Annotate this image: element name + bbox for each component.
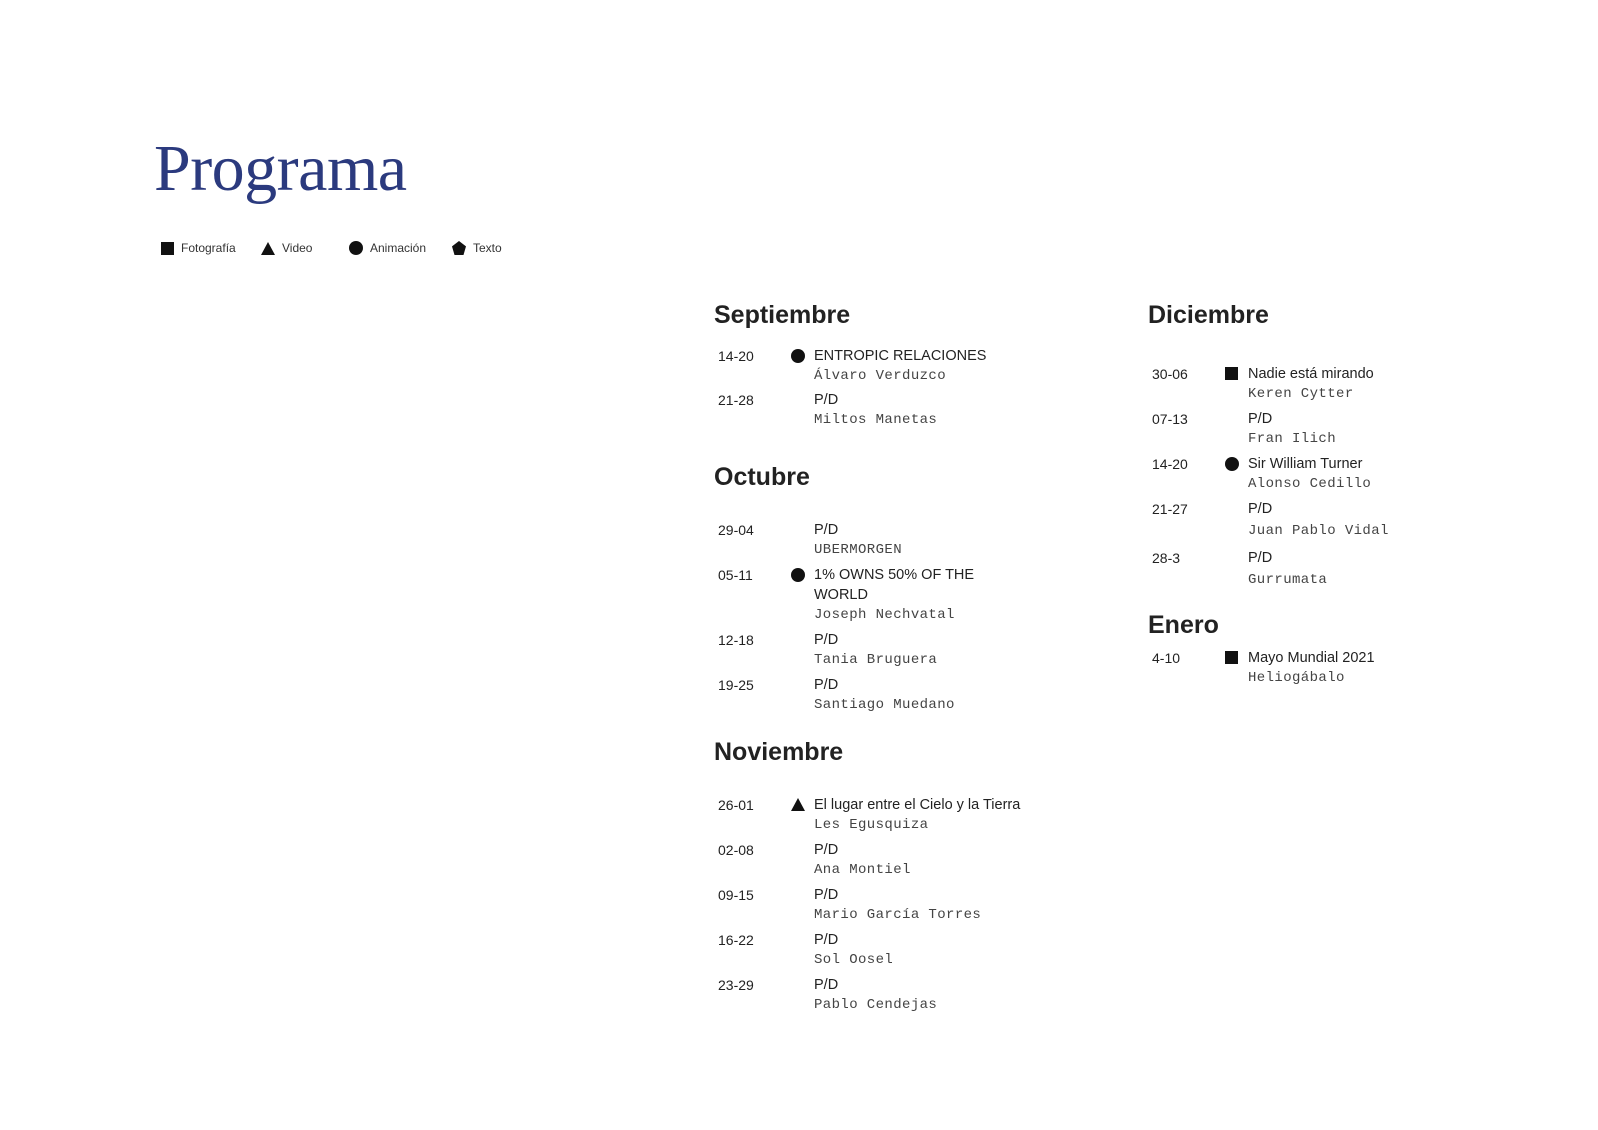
entry-dates: 16-22 <box>718 932 754 948</box>
entry-title: P/D <box>1248 411 1273 427</box>
entry-dates: 02-08 <box>718 842 754 858</box>
entry-dates: 28-3 <box>1152 550 1181 566</box>
entry-title: ENTROPIC RELACIONES <box>814 348 987 364</box>
entry-title: P/D <box>814 887 839 903</box>
square-icon <box>1225 367 1238 380</box>
pentagon-icon <box>452 241 466 255</box>
schedule-entry <box>1148 364 1528 404</box>
schedule-entry <box>1148 648 1528 688</box>
entry-list <box>714 520 1094 715</box>
month-heading: Enero <box>1148 611 1219 639</box>
schedule-entry <box>714 346 1094 386</box>
entry-artist: Heliogábalo <box>1248 670 1345 686</box>
entry-dates: 19-25 <box>718 677 754 693</box>
entry-dates: 21-27 <box>1152 501 1188 517</box>
entry-title: P/D <box>814 677 839 693</box>
month-heading: Septiembre <box>714 301 851 329</box>
entry-dates: 23-29 <box>718 977 754 993</box>
schedule-entry <box>1148 499 1528 541</box>
schedule-entry <box>1148 548 1528 590</box>
entry-dates: 30-06 <box>1152 366 1188 382</box>
entry-artist: Santiago Muedano <box>814 697 955 713</box>
entry-artist: Tania Bruguera <box>814 652 938 668</box>
schedule-entry <box>714 630 1094 670</box>
circle-icon <box>349 241 363 255</box>
legend-item-animacion <box>349 241 426 255</box>
schedule-column-left <box>714 300 1094 1015</box>
schedule-column-right <box>1148 300 1528 688</box>
entry-artist: Fran Ilich <box>1248 431 1337 447</box>
entry-title: El lugar entre el Cielo y la Tierra <box>814 797 1021 813</box>
schedule-entry <box>1148 409 1528 449</box>
entry-dates: 21-28 <box>718 392 754 408</box>
entry-title: P/D <box>814 392 839 408</box>
circle-icon <box>1225 457 1239 471</box>
entry-dates: 14-20 <box>718 348 754 364</box>
schedule-entry <box>714 520 1094 560</box>
legend-item-video <box>261 241 312 255</box>
entry-title: 1% OWNS 50% OF THE WORLD <box>814 567 975 603</box>
entry-artist: Miltos Manetas <box>814 412 938 428</box>
circle-icon <box>791 568 805 582</box>
schedule-entry <box>714 390 1094 430</box>
entry-title: Nadie está mirando <box>1248 366 1374 382</box>
entry-title: P/D <box>814 932 839 948</box>
entry-dates: 09-15 <box>718 887 754 903</box>
schedule-entry <box>714 885 1094 925</box>
entry-artist: Pablo Cendejas <box>814 997 938 1013</box>
triangle-icon <box>791 798 805 811</box>
entry-artist: Les Egusquiza <box>814 817 929 833</box>
entry-artist: UBERMORGEN <box>814 542 903 558</box>
entry-artist: Ana Montiel <box>814 862 911 878</box>
legend-label: Fotografía <box>181 241 236 255</box>
schedule-entry <box>714 795 1094 835</box>
entry-list <box>1148 648 1528 688</box>
entry-dates: 4-10 <box>1152 650 1181 666</box>
entry-title: Mayo Mundial 2021 <box>1248 650 1375 666</box>
schedule-entry <box>1148 454 1528 494</box>
month-enero <box>1148 610 1528 688</box>
entry-title: P/D <box>814 842 839 858</box>
entry-dates: 05-11 <box>718 567 753 583</box>
entry-title: P/D <box>814 632 839 648</box>
month-noviembre <box>714 737 1094 1015</box>
entry-list <box>714 795 1094 1015</box>
triangle-icon <box>261 242 275 255</box>
legend-label: Texto <box>473 241 502 255</box>
entry-list <box>1148 364 1528 590</box>
legend-item-fotografia <box>161 241 236 255</box>
schedule-entry <box>714 840 1094 880</box>
month-heading: Noviembre <box>714 738 844 766</box>
month-diciembre <box>1148 300 1528 590</box>
month-heading: Octubre <box>714 463 810 491</box>
entry-title: P/D <box>1248 501 1273 517</box>
entry-dates: 07-13 <box>1152 411 1188 427</box>
entry-artist: Mario García Torres <box>814 907 982 923</box>
schedule-entry <box>714 930 1094 970</box>
entry-artist: Alonso Cedillo <box>1248 476 1372 492</box>
entry-title: Sir William Turner <box>1248 456 1363 472</box>
schedule-entry <box>714 675 1094 715</box>
entry-artist: Keren Cytter <box>1248 386 1354 402</box>
square-icon <box>161 242 174 255</box>
entry-title: P/D <box>1248 550 1273 566</box>
legend-item-texto <box>452 241 502 255</box>
month-octubre <box>714 462 1094 715</box>
entry-artist: Sol Oosel <box>814 952 894 968</box>
entry-dates: 26-01 <box>718 797 754 813</box>
month-heading: Diciembre <box>1148 301 1269 329</box>
square-icon <box>1225 651 1238 664</box>
entry-artist: Joseph Nechvatal <box>814 607 955 623</box>
entry-artist: Juan Pablo Vidal <box>1248 523 1389 539</box>
entry-dates: 12-18 <box>718 632 754 648</box>
entry-dates: 29-04 <box>718 522 754 538</box>
entry-title: P/D <box>814 977 839 993</box>
circle-icon <box>791 349 805 363</box>
entry-artist: Gurrumata <box>1248 572 1328 588</box>
entry-dates: 14-20 <box>1152 456 1188 472</box>
entry-title: P/D <box>814 522 839 538</box>
legend-label: Video <box>282 241 313 255</box>
legend-label: Animación <box>370 241 427 255</box>
schedule-entry <box>714 565 1094 625</box>
entry-artist: Álvaro Verduzco <box>814 368 947 384</box>
schedule-entry <box>714 975 1094 1015</box>
page-title: Programa <box>154 132 407 205</box>
month-septiembre <box>714 300 1094 430</box>
entry-list <box>714 346 1094 430</box>
